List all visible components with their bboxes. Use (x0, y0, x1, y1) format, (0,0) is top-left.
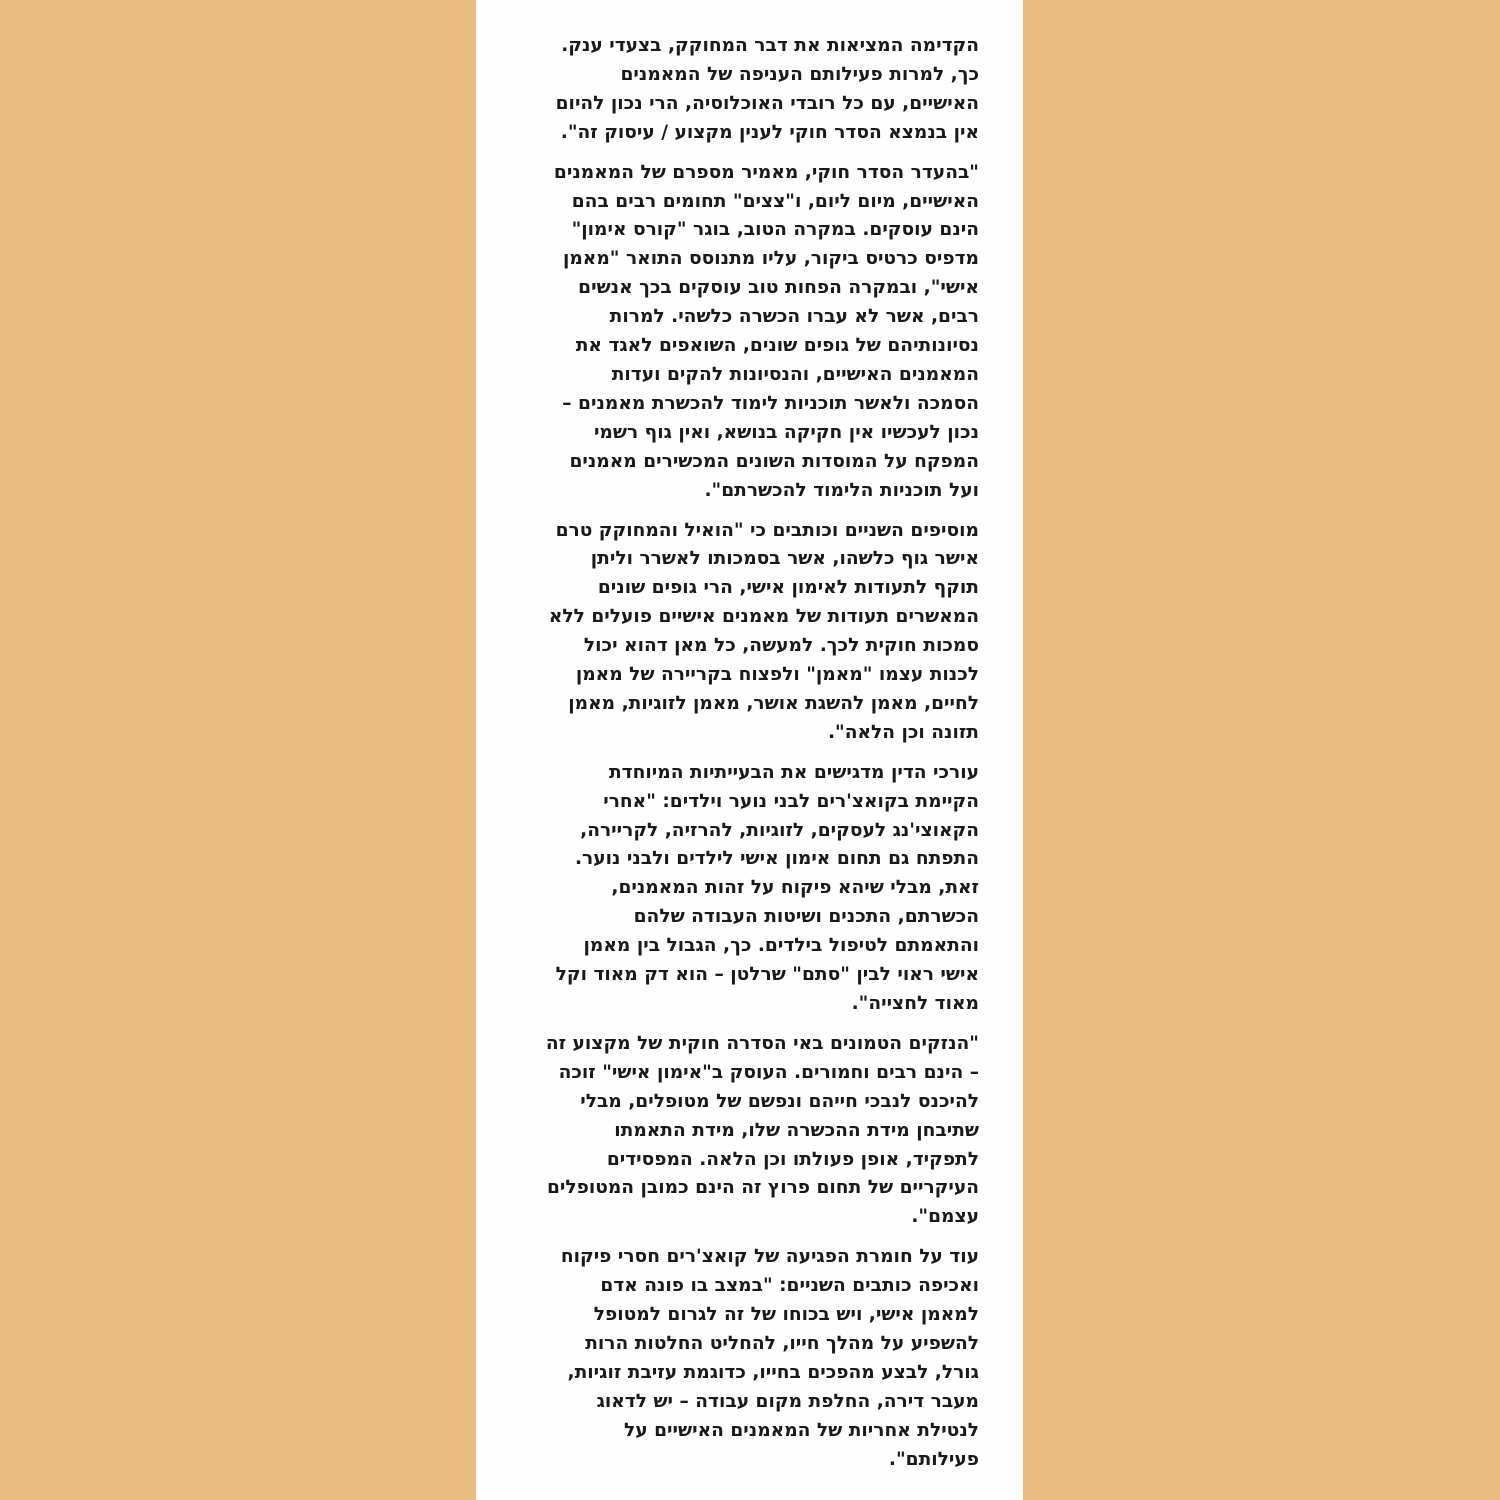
paragraph (506, 517, 979, 748)
text-line: שתיבחן מידת ההכשרה שלו, מידת התאמתו (614, 1119, 979, 1141)
text-line: והתאמתם לטיפול בילדים. כך, הגבול בין מאמן (583, 935, 979, 957)
paragraph (506, 159, 979, 506)
paragraph (506, 759, 979, 1019)
text-line: הינם עוסקים. במקרה הטוב, בוגר "קורס אימון" (571, 219, 979, 241)
text-line: מדפיס כרטיס ביקור, עליו מתנוסס התואר "מאמן (562, 248, 979, 270)
text-line: רבים, אשר לא עברו הכשרה כלשהי. למרות (609, 306, 979, 328)
text-line: מאוד לחצייה". (851, 993, 979, 1014)
text-line: ואכיפה כותבים השניים: "במצב בו פונה אדם (600, 1275, 979, 1297)
text-line: המאשרים תעודות של מאמנים אישיים פועלים ללא (548, 606, 979, 628)
text-line: התפתח גם תחום אימון אישי לילדים ולבני נוער. (574, 848, 979, 870)
text-line: הקאוצי'נג לעסקים, לזוגיות, להרזיה, לקריירה, (580, 819, 979, 841)
text-line: אין בנמצא הסדר חוקי לענין מקצוע / עיסוק זה". (560, 121, 979, 143)
text-line: המפקח על המוסדות השונים המכשירים מאמנים (569, 450, 979, 472)
text-line: להיכנס לנבכי חייהם ונפשם של מטופלים, מבלי (580, 1090, 979, 1112)
text-line: הקדימה המציאות את דבר המחוקק, בצעדי ענק. (561, 35, 979, 56)
text-line: עצמם". (911, 1206, 979, 1228)
paragraph (506, 1243, 979, 1474)
text-line: הקיימת בקואצ'רים לבני נוער וילדים: "אחרי (603, 790, 979, 812)
article-page (476, 0, 1023, 1500)
text-line: תזונה וכן הלאה". (827, 721, 979, 743)
text-line: אישי", ובמקרה הפחות טוב עוסקים בכך אנשים (578, 277, 979, 299)
text-line: עוד על חומרת הפגיעה של קואצ'רים חסרי פיקוח (560, 1246, 979, 1268)
text-line: לכנות עצמו "מאמן" ולפצוח בקריירה של מאמן (575, 664, 979, 686)
text-line: ועל תוכניות הלימוד להכשרתם". (704, 479, 979, 501)
text-line: גורל, לבצע מהפכים בחייו, כדוגמת עזיבת זוגיות, (567, 1361, 979, 1383)
text-line: למאמן אישי, ויש בכוחו של זה לגרום למטופל (593, 1304, 979, 1326)
text-line: מעבר דירה, החלפת מקום עבודה – יש לדאוג (596, 1390, 979, 1412)
text-line: האישיים, מיום ליום, ו"צצים" תחומים רבים בהם (571, 190, 979, 212)
text-line: העיקריים של תחום פרוץ זה הינם כמובן המטופלים (546, 1177, 979, 1199)
text-line: לחיים, מאמן להשגת אושר, מאמן לזוגיות, מאמן (568, 692, 979, 714)
text-line: הסמכה ולאשר תוכניות לימוד להכשרת מאמנים – (562, 392, 979, 414)
paragraph (506, 32, 979, 148)
text-line: "בהעדר הסדר חוקי, מאמיר מספרם של המאמנים (553, 161, 979, 183)
text-line: פעילותם". (888, 1448, 979, 1470)
text-line: כך, למרות פעילותם העניפה של המאמנים (620, 63, 979, 85)
text-line: אישר גוף כלשהו, אשר בסמכותו לאשרר וליתן (590, 548, 979, 570)
paragraph (506, 1030, 979, 1232)
text-line: נסיונותיהם של גופים שונים, השואפים לאגד את (575, 335, 979, 357)
text-line: "הנזקים הטמונים באי הסדרה חוקית של מקצוע זה (545, 1032, 979, 1054)
article-text (506, 32, 979, 1475)
text-line: תוקף לתעודות לאימון אישי, הרי גופים שונים (597, 577, 979, 599)
text-line: – הינם רבים וחמורים. העוסק ב"אימון אישי" זוכה (558, 1061, 979, 1083)
text-line: מוסיפים השניים וכותבים כי "הואיל והמחוקק טרם (555, 519, 979, 541)
text-line: האישיים, עם כל רובדי האוכלוסיה, הרי נכון להיום (555, 92, 979, 114)
text-line: לנטילת אחריות של המאמנים האישיים על (624, 1419, 979, 1441)
text-line: להשפיע על מהלך חייו, להחליט החלטות הרות (585, 1332, 979, 1354)
text-line: זאת, מבלי שיהא פיקוח על זהות המאמנים, (611, 877, 979, 899)
text-line: סמכות חוקית לכך. למעשה, כל מאן דהוא יכול (583, 635, 979, 657)
text-line: עורכי הדין מדגישים את הבעייתיות המיוחדת (608, 761, 979, 783)
text-line: לתפקיד, אופן פעולתו וכן הלאה. המפסידים (606, 1148, 979, 1170)
text-line: הכשרתם, התכנים ושיטות העבודה שלהם (633, 906, 979, 928)
text-line: נכון לעכשיו אין חקיקה בנושא, ואין גוף רשמי (593, 421, 979, 443)
text-line: המאמנים האישיים, והנסיונות להקים ועדות (611, 363, 979, 385)
text-line: אישי ראוי לבין "סתם" שרלטן – הוא דק מאוד וקל (555, 964, 979, 986)
